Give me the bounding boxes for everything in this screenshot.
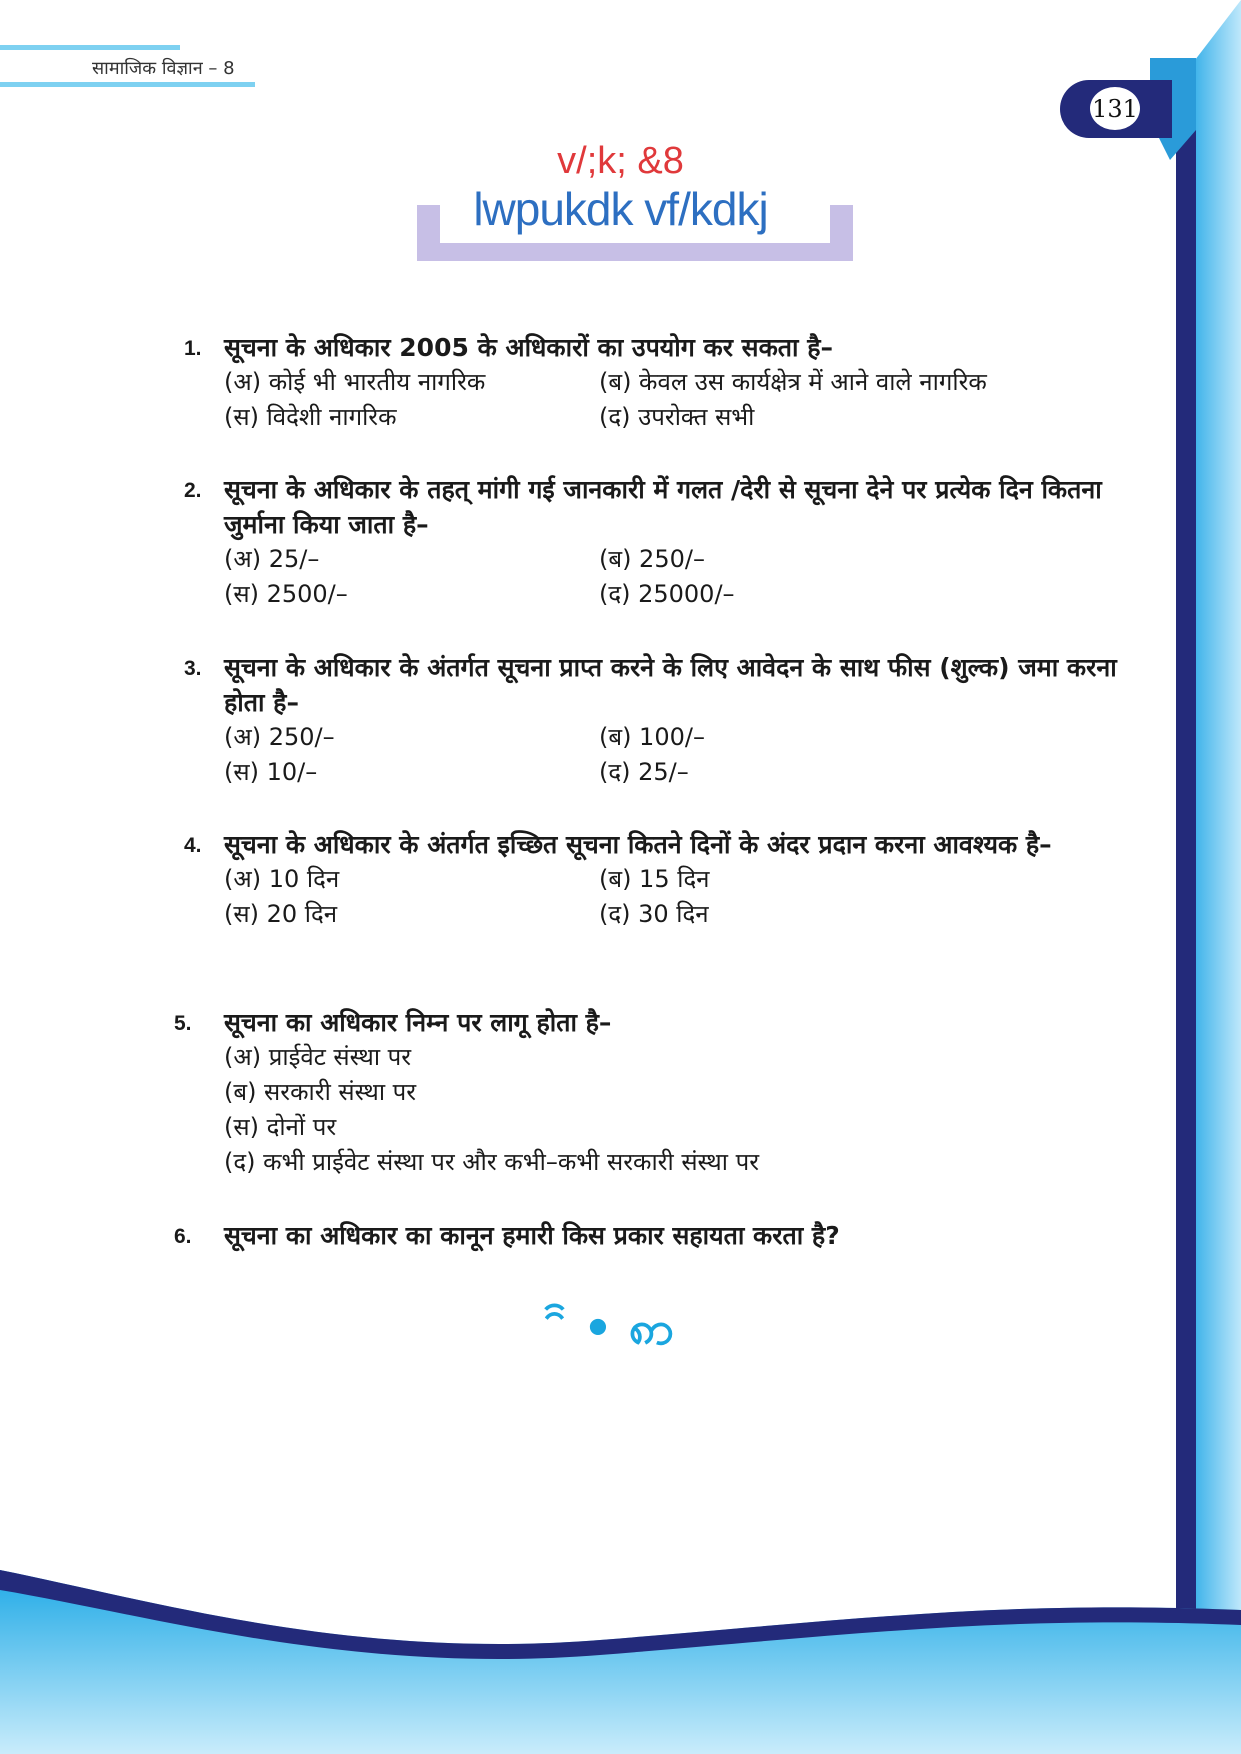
question-text: सूचना के अधिकार के तहत् मांगी गई जानकारी में गलत /देरी से सूचना देने पर प्रत्येक दिन कितना जुर्माना किया जाता है– — [224, 475, 1102, 539]
option: (स) दोनों पर — [224, 1113, 337, 1141]
question-text: सूचना का अधिकार का कानून हमारी किस प्रकार सहायता करता है? — [224, 1221, 840, 1250]
page-number: 131 — [1090, 87, 1140, 130]
header-line-top — [0, 45, 180, 50]
chapter-title: lwpukdk vf/kdkj — [473, 183, 768, 235]
question-3 — [180, 650, 1125, 790]
option: (ब) सरकारी संस्था पर — [224, 1078, 417, 1106]
question-number: 2. — [184, 479, 202, 502]
option: (स) 10/– — [224, 758, 318, 786]
option: (अ) 10 दिन — [224, 865, 340, 893]
question-4 — [180, 827, 1125, 932]
bottom-wave — [0, 1570, 1241, 1754]
option: (अ) प्राईवेट संस्था पर — [224, 1043, 412, 1071]
option: (द) 25000/– — [599, 580, 735, 608]
option: (द) 25/– — [599, 758, 689, 786]
question-number: 5. — [174, 1012, 192, 1035]
end-ornament: ꩰ • ꩱ — [567, 1301, 674, 1355]
option: (ब) 250/– — [599, 545, 705, 573]
question-1 — [180, 330, 1125, 435]
option: (द) 30 दिन — [599, 900, 709, 928]
option: (अ) 25/– — [224, 545, 320, 573]
side-panel — [1195, 0, 1241, 1754]
question-5 — [170, 1005, 1115, 1180]
question-number: 1. — [184, 337, 202, 360]
question-text: सूचना के अधिकार के अंतर्गत सूचना प्राप्त करने के लिए आवेदन के साथ फीस (शुल्क) जमा करना होता है– — [224, 653, 1117, 717]
option: (स) 2500/– — [224, 580, 348, 608]
side-bar — [1176, 58, 1196, 1618]
option: (अ) कोई भी भारतीय नागरिक — [224, 368, 486, 396]
option: (द) उपरोक्त सभी — [599, 403, 755, 431]
question-2 — [180, 472, 1125, 612]
option: (ब) 15 दिन — [599, 865, 710, 893]
option: (स) 20 दिन — [224, 900, 338, 928]
option: (द) कभी प्राईवेट संस्था पर और कभी–कभी सरकारी संस्था पर — [224, 1148, 760, 1176]
question-number: 4. — [184, 834, 202, 857]
chapter-number: v/;k; &8 — [557, 140, 684, 182]
question-number: 6. — [174, 1225, 192, 1248]
question-text: सूचना के अधिकार के अंतर्गत इच्छित सूचना कितने दिनों के अंदर प्रदान करना आवश्यक है– — [224, 830, 1052, 859]
option: (स) विदेशी नागरिक — [224, 403, 397, 431]
question-text: सूचना के अधिकार 2005 के अधिकारों का उपयोग कर सकता है– — [224, 333, 833, 362]
question-6 — [170, 1218, 1115, 1253]
option: (अ) 250/– — [224, 723, 335, 751]
question-text: सूचना का अधिकार निम्न पर लागू होता है– — [224, 1008, 612, 1037]
running-header: सामाजिक विज्ञान – 8 — [92, 58, 235, 79]
option: (ब) केवल उस कार्यक्षेत्र में आने वाले नागरिक — [599, 368, 987, 396]
question-number: 3. — [184, 657, 202, 680]
option: (ब) 100/– — [599, 723, 705, 751]
header-line-bottom — [0, 82, 255, 87]
